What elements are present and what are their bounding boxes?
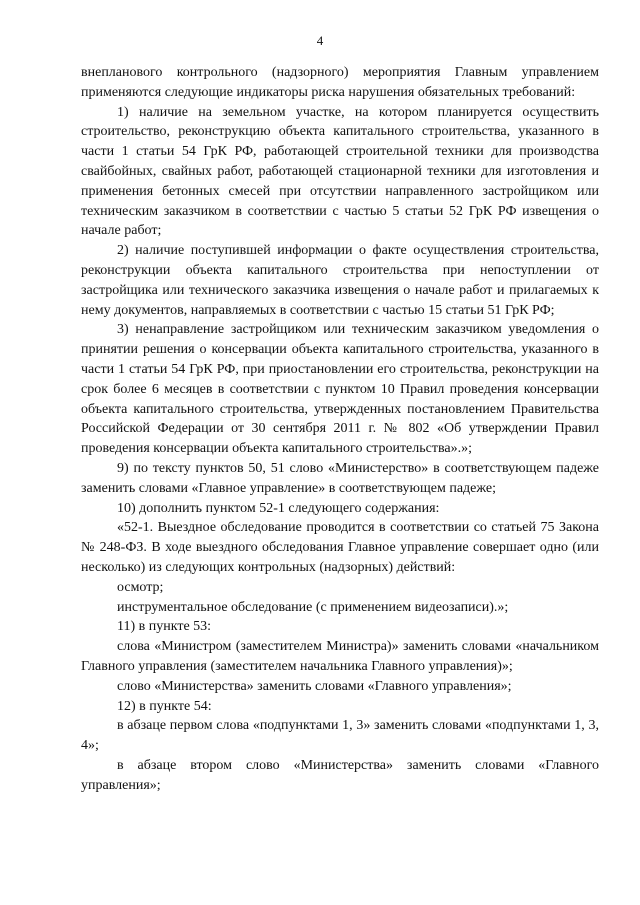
paragraph-intro: внепланового контрольного (надзорного) мероприятия Главным управлением применяются следующие индикаторы риска нарушения обязательных требований: (81, 65, 599, 100)
paragraph-item-10: 10) дополнить пунктом 52-1 следующего содержания: (117, 500, 440, 516)
paragraph-inspection: осмотр; (117, 579, 164, 595)
paragraph-indicator-1: 1) наличие на земельном участке, на котором планируется осуществить строительство, реконструкцию объекта капитального строительства, указанного в части 1 статьи 54 ГрК РФ, работающей строительной техники для производства свайбойных, свайных работ, работающей стационарной техники для изготовления и применения бетонных смесей при отсутствии направленного застройщиком или техническим заказчиком в соответствии с частью 5 статьи 52 ГрК РФ извещения о начале работ; (81, 104, 599, 239)
paragraph-indicator-3: 3) ненаправление застройщиком или техническим заказчиком уведомления о принятии решения о консервации объекта капитального строительства, указанного в части 1 статьи 54 ГрК РФ, при приостановлении его строительства, реконструкции на срок более 6 месяцев в соответствии с пунктом 10 Правил проведения консервации объекта капитального строительства, утвержденных постановлением Правительства Российской Федерации от 30 сентября 2011 г. № 802 «Об утверждении Правил проведения консервации объекта капитального строительства».»; (81, 322, 599, 457)
paragraph-item-12-first-abzac: в абзаце первом слова «подпунктами 1, 3» заменить словами «подпунктами 1, 3, 4»; (81, 718, 599, 754)
paragraph-indicator-2: 2) наличие поступившей информации о факте осуществления строительства, реконструкции объекта капитального строительства при непоступлении от застройщика или технического заказчика извещения о начале работ и прилагаемых к нему документов, направляемых в соответствии с частью 15 статьи 51 ГрК РФ; (81, 243, 599, 318)
paragraph-item-11-ministry: слово «Министерства» заменить словами «Главного управления»; (117, 678, 512, 694)
paragraph-instrumental-survey: инструментальное обследование (с применением видеозаписи).»; (117, 599, 509, 615)
paragraph-item-9: 9) по тексту пунктов 50, 51 слово «Министерство» в соответствующем падеже заменить словами «Главное управление» в соответствующем падеже; (81, 460, 599, 496)
paragraph-item-11: 11) в пункте 53: (117, 619, 212, 635)
paragraph-clause-52-1: «52-1. Выездное обследование проводится в соответствии со статьей 75 Закона № 248-ФЗ. В ходе выездного обследования Главное управление совершает одно (или несколько) из следующих контрольных (надзорных) действий: (81, 520, 599, 575)
document-body (81, 63, 599, 795)
paragraph-item-12-second-abzac: в абзаце втором слово «Министерства» заменить словами «Главного управления»; (81, 757, 599, 793)
page-number: 4 (316, 33, 324, 48)
paragraph-item-12: 12) в пункте 54: (117, 698, 212, 714)
paragraph-item-11-words: слова «Министром (заместителем Министра)» заменить словами «начальником Главного управления (заместителем начальника Главного управления)»; (81, 639, 599, 674)
